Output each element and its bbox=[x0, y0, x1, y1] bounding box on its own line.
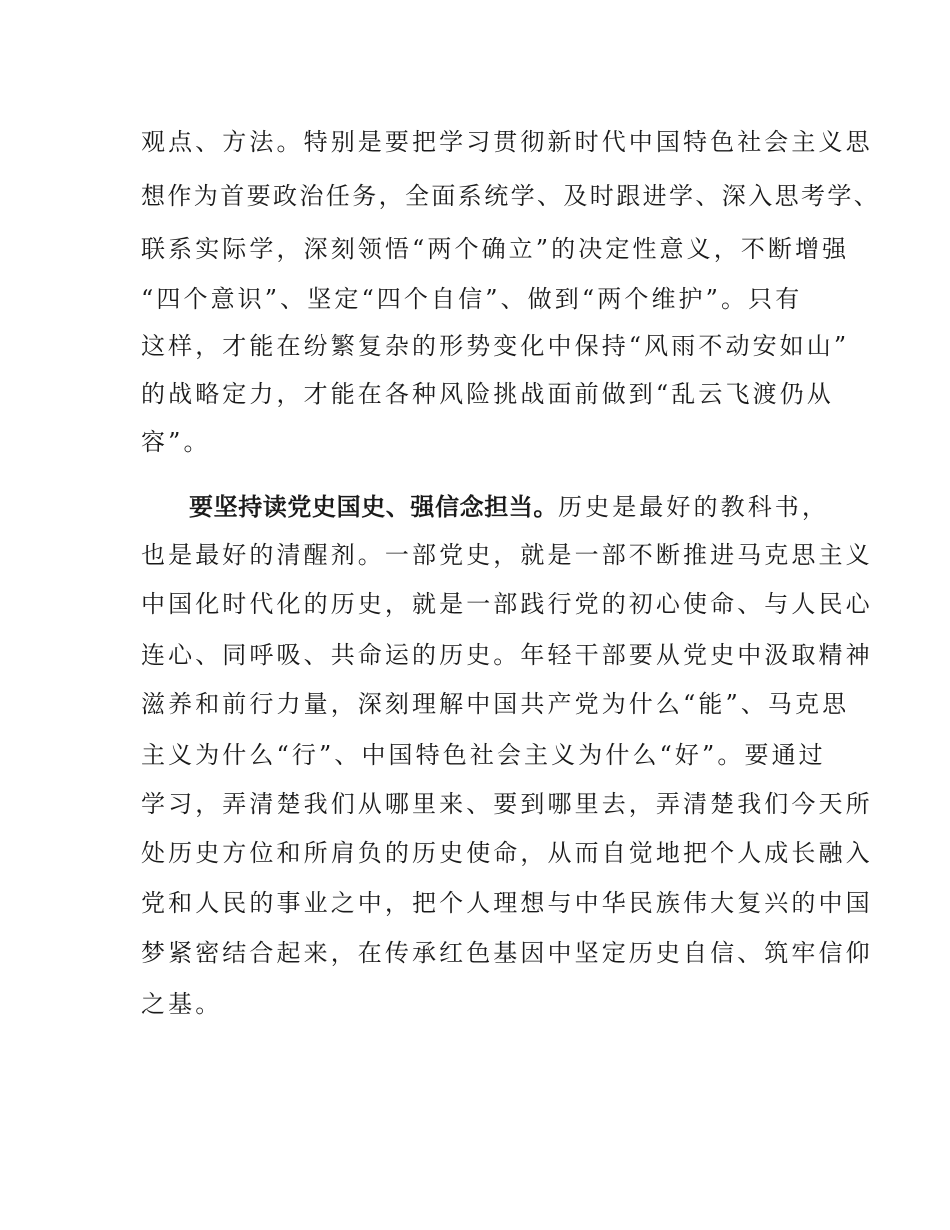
paragraph-line: 主义为什么“行”、中国特色社会主义为什么“好”。要通过 bbox=[141, 741, 826, 769]
paragraph-line: 处历史方位和所肩负的历史使命，从而自觉地把个人成长融入 bbox=[141, 839, 873, 867]
paragraph-line: 容”。 bbox=[141, 428, 211, 456]
paragraph-first-line-text: 历史是最好的教科书， bbox=[558, 493, 829, 521]
paragraph-line: 的战略定力，才能在各种风险挑战面前做到“乱云飞渡仍从 bbox=[141, 380, 834, 408]
paragraph-first-line bbox=[189, 490, 829, 524]
paragraph-line: 连心、同呼吸、共命运的历史。年轻干部要从党史中汲取精神 bbox=[141, 641, 873, 669]
paragraph-line: “四个意识”、坚定“四个自信”、做到“两个维护”。只有 bbox=[141, 285, 803, 313]
paragraph-line: 学习，弄清楚我们从哪里来、要到哪里去，弄清楚我们今天所 bbox=[141, 790, 873, 818]
paragraph-line: 梦紧密结合起来，在传承红色基因中坚定历史自信、筑牢信仰 bbox=[141, 939, 873, 967]
paragraph-line: 观点、方法。特别是要把学习贯彻新时代中国特色社会主义思 bbox=[141, 128, 873, 156]
paragraph-line: 想作为首要政治任务，全面系统学、及时跟进学、深入思考学、 bbox=[141, 182, 881, 210]
paragraph-line: 联系实际学，深刻领悟“两个确立”的决定性意义，不断增强 bbox=[141, 235, 850, 263]
paragraph-line: 党和人民的事业之中，把个人理想与中华民族伟大复兴的中国 bbox=[141, 889, 873, 917]
paragraph-line: 中国化时代化的历史，就是一部践行党的初心使命、与人民心 bbox=[141, 590, 873, 618]
paragraph-heading: 要坚持读党史国史、强信念担当。 bbox=[189, 493, 558, 521]
paragraph-line: 这样，才能在纷繁复杂的形势变化中保持“风雨不动安如山” bbox=[141, 332, 850, 360]
paragraph-line: 滋养和前行力量，深刻理解中国共产党为什么“能”、马克思 bbox=[141, 690, 850, 718]
paragraph-line: 之基。 bbox=[141, 990, 223, 1018]
paragraph-line: 也是最好的清醒剂。一部党史，就是一部不断推进马克思主义 bbox=[141, 541, 873, 569]
